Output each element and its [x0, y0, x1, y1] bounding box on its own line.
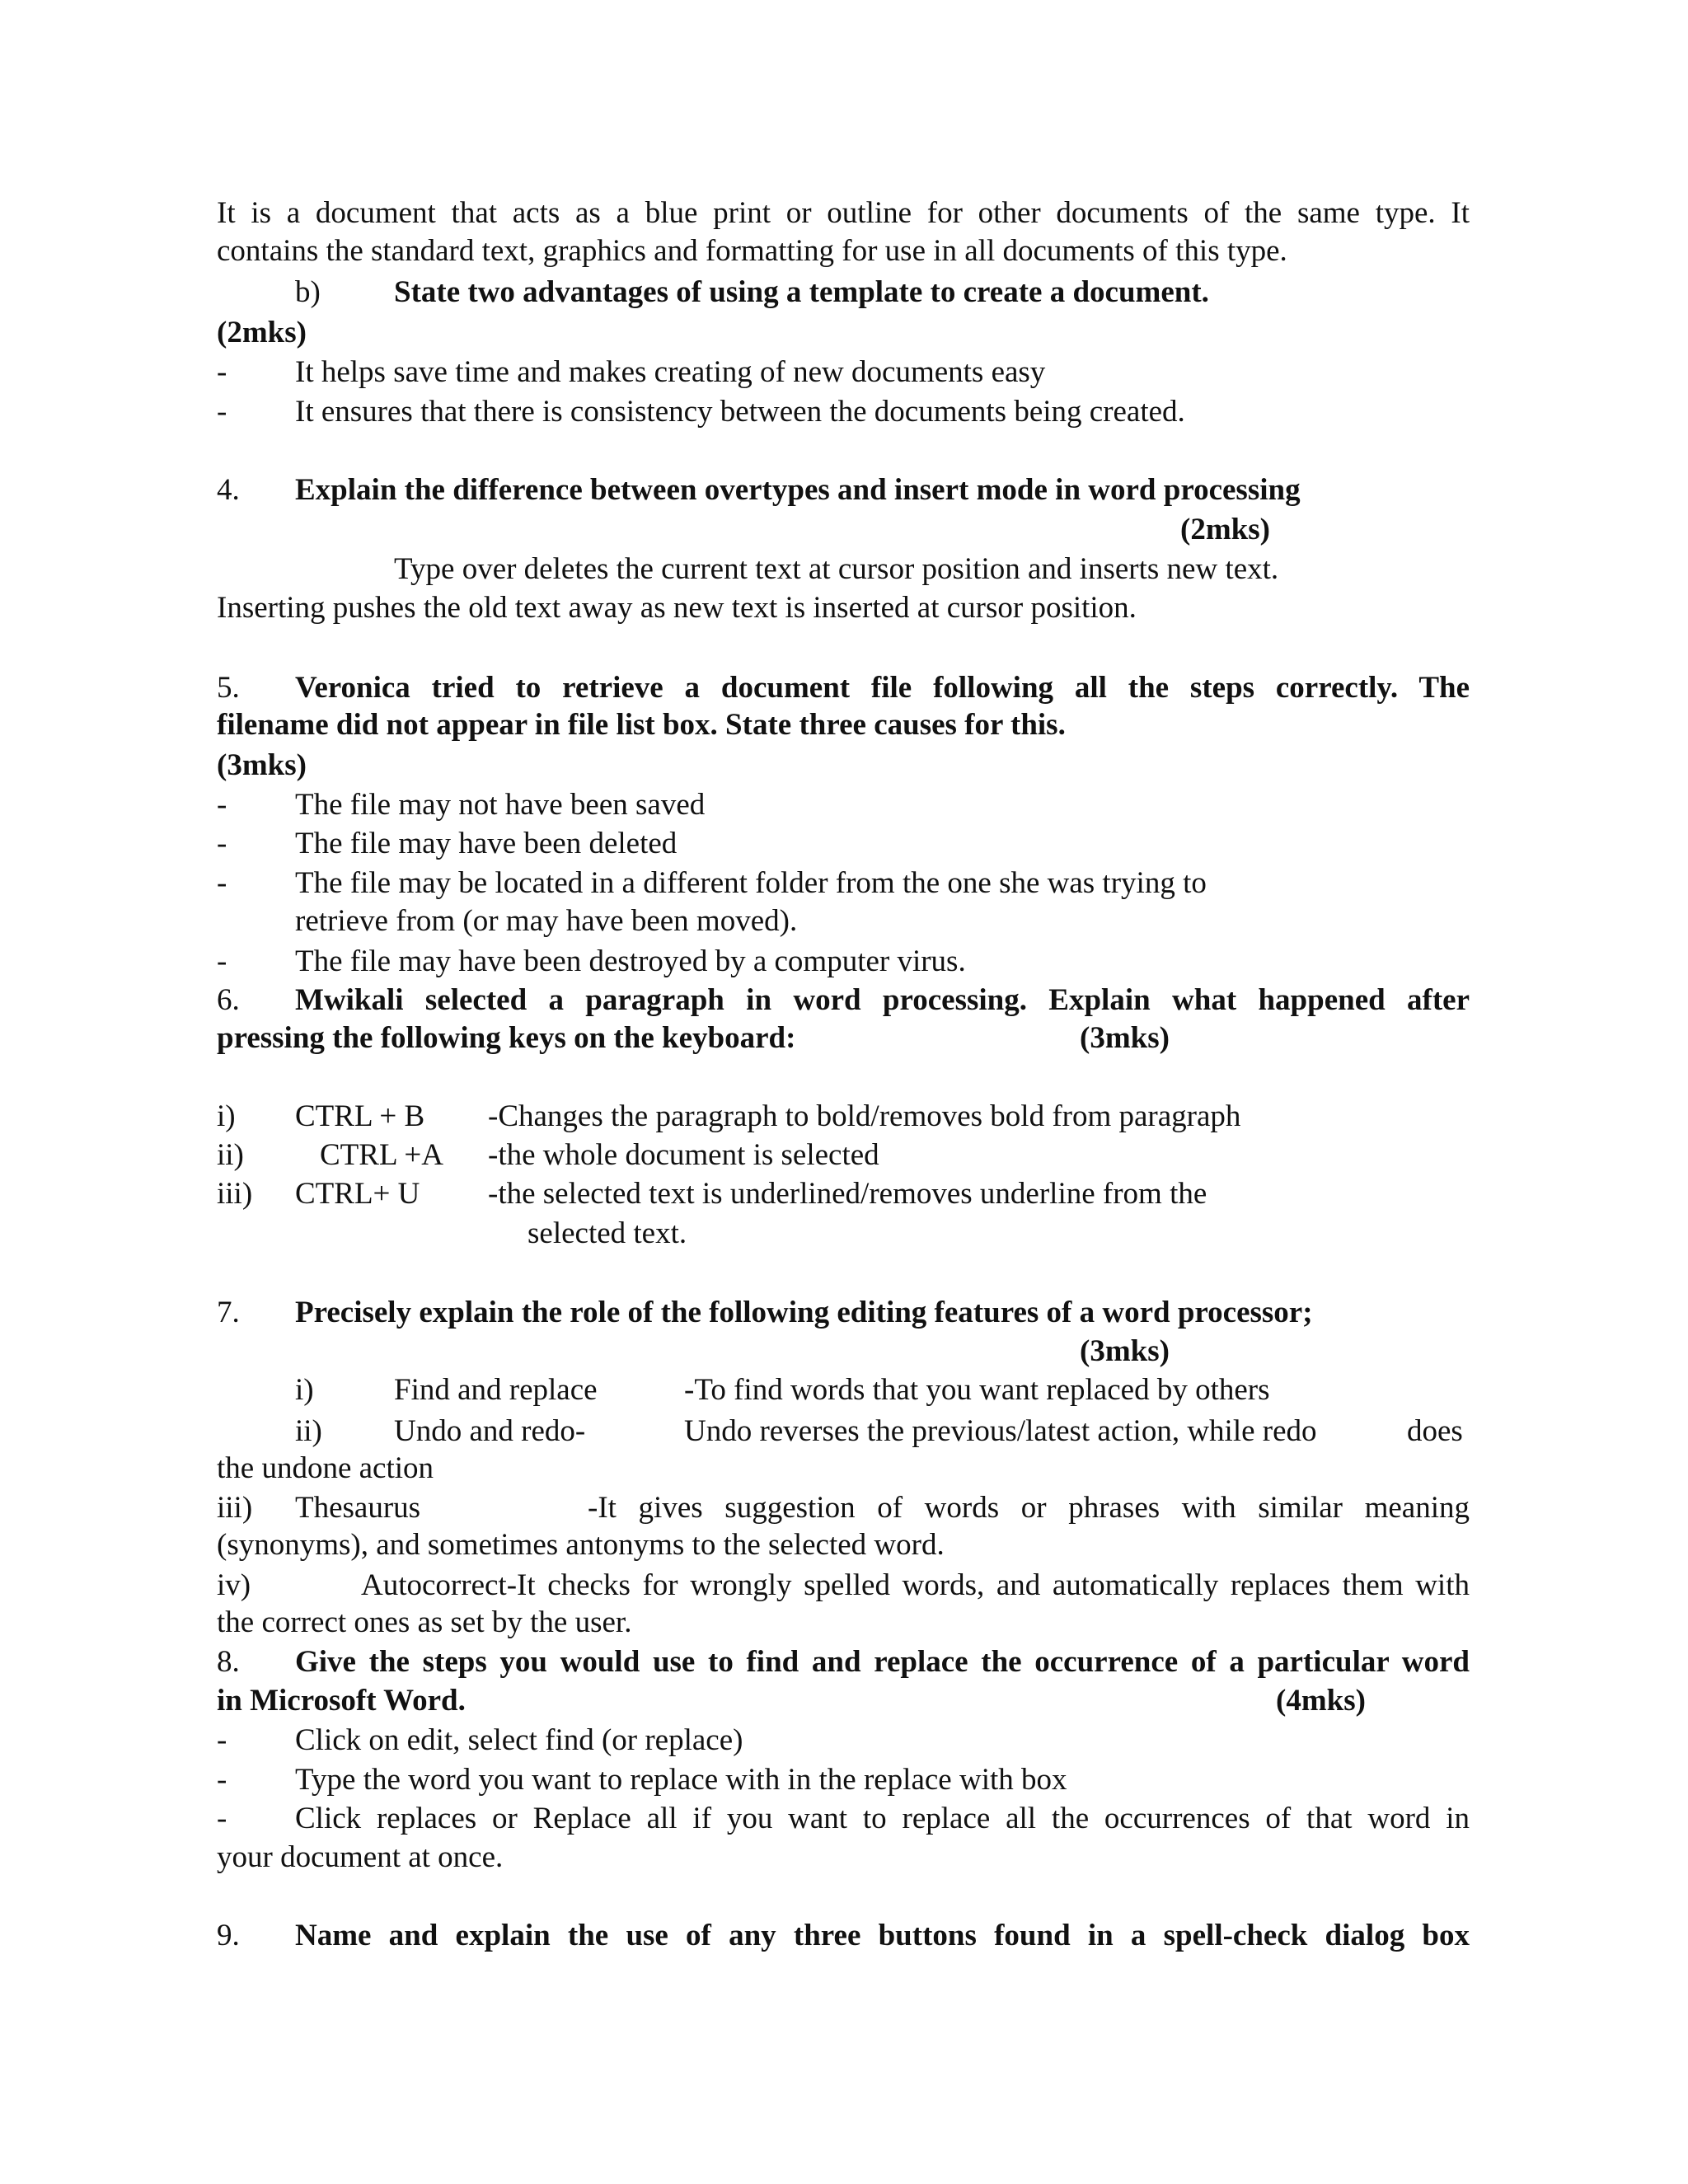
q6-item-2-label: ii): [217, 1138, 244, 1172]
q6-item-1-answer: -Changes the paragraph to bold/removes bold from paragraph: [488, 1099, 1241, 1133]
q4-answer-1: Type over deletes the current text at cursor position and inserts new text.: [394, 552, 1279, 586]
q8-answer-1: Click on edit, select find (or replace): [295, 1723, 743, 1757]
q7-ii-end: does: [1407, 1414, 1463, 1448]
q7-iv-label: iv): [217, 1568, 251, 1602]
q7-marks: (3mks): [1080, 1334, 1170, 1368]
q7-ii-cont: the undone action: [217, 1451, 434, 1485]
intro-line-2: contains the standard text, graphics and formatting for use in all documents of this type.: [217, 234, 1287, 268]
q6-item-2-answer: -the whole document is selected: [488, 1138, 879, 1172]
q7-ii-term: Undo and redo-: [394, 1414, 586, 1448]
q4-answer-2: Inserting pushes the old text away as new text is inserted at cursor position.: [217, 591, 1137, 625]
q5-dash-1: -: [217, 788, 227, 822]
q5-dash-3: -: [217, 866, 227, 900]
q6-item-3-cont: selected text.: [528, 1216, 687, 1250]
q5-question-line-2: filename did not appear in file list box. State three causes for this.: [217, 708, 1066, 742]
q6-item-3-label: iii): [217, 1177, 253, 1211]
q8-answer-2: Type the word you want to replace with in the replace with box: [295, 1763, 1067, 1797]
q9-number: 9.: [217, 1919, 240, 1952]
q3b-marks: (2mks): [217, 316, 307, 349]
q6-question-line-2: pressing the following keys on the keyboard:: [217, 1021, 796, 1055]
q6-number: 6.: [217, 983, 240, 1017]
q7-iii-term: Thesaurus: [295, 1491, 421, 1525]
q5-answer-3: The file may be located in a different folder from the one she was trying to: [295, 866, 1207, 900]
intro-line-1: It is a document that acts as a blue print or outline for other documents of the same type. It: [217, 196, 1470, 230]
q8-question-line-2: in Microsoft Word.: [217, 1684, 466, 1718]
q8-answer-3-cont: your document at once.: [217, 1840, 504, 1874]
q6-item-2-key: CTRL +A: [320, 1138, 444, 1172]
q7-iv-answer: Autocorrect-It checks for wrongly spelled words, and automatically replaces them with: [361, 1568, 1470, 1602]
q5-answer-4: The file may have been destroyed by a computer virus.: [295, 944, 966, 978]
q5-marks: (3mks): [217, 748, 307, 782]
q3b-question: State two advantages of using a template to create a document.: [394, 275, 1209, 309]
q8-dash-2: -: [217, 1763, 227, 1797]
q7-iii-cont: (synonyms), and sometimes antonyms to the selected word.: [217, 1528, 945, 1562]
q6-item-3-key: CTRL+ U: [295, 1177, 420, 1211]
q8-dash-1: -: [217, 1723, 227, 1757]
q4-question: Explain the difference between overtypes and insert mode in word processing: [295, 473, 1301, 507]
q3b-answer-2: It ensures that there is consistency between the documents being created.: [295, 395, 1185, 429]
q8-dash-3: -: [217, 1802, 227, 1835]
q9-question: Name and explain the use of any three buttons found in a spell-check dialog box: [295, 1919, 1470, 1952]
q6-item-3-answer: -the selected text is underlined/removes underline from the: [488, 1177, 1207, 1211]
q8-answer-3: Click replaces or Replace all if you want to replace all the occurrences of that word in: [295, 1802, 1470, 1835]
q6-marks: (3mks): [1080, 1021, 1170, 1055]
q7-iv-cont: the correct ones as set by the user.: [217, 1605, 632, 1639]
q7-i-answer: -To find words that you want replaced by others: [684, 1373, 1270, 1407]
q7-i-label: i): [295, 1373, 314, 1407]
q8-marks: (4mks): [1276, 1684, 1366, 1718]
q7-question: Precisely explain the role of the following editing features of a word processor;: [295, 1296, 1313, 1329]
q5-answer-3-cont: retrieve from (or may have been moved).: [295, 904, 798, 938]
q6-question-line-1: Mwikali selected a paragraph in word processing. Explain what happened after: [295, 983, 1470, 1017]
q3b-label: b): [295, 275, 321, 309]
q7-ii-answer: Undo reverses the previous/latest action, while redo: [684, 1414, 1317, 1448]
q6-item-1-key: CTRL + B: [295, 1099, 425, 1133]
q7-iii-label: iii): [217, 1491, 253, 1525]
q5-answer-2: The file may have been deleted: [295, 827, 678, 860]
q7-ii-label: ii): [295, 1414, 322, 1448]
q4-marks: (2mks): [1180, 513, 1270, 546]
q7-i-term: Find and replace: [394, 1373, 598, 1407]
q3b-dash-2: -: [217, 395, 227, 429]
q5-number: 5.: [217, 671, 240, 705]
q3b-answer-1: It helps save time and makes creating of new documents easy: [295, 355, 1046, 389]
q5-dash-2: -: [217, 827, 227, 860]
q4-number: 4.: [217, 473, 240, 507]
q8-question-line-1: Give the steps you would use to find and replace the occurrence of a particular word: [295, 1645, 1470, 1679]
q5-question-line-1: Veronica tried to retrieve a document file following all the steps correctly. The: [295, 671, 1470, 705]
q8-number: 8.: [217, 1645, 240, 1679]
q5-answer-1: The file may not have been saved: [295, 788, 706, 822]
q7-iii-answer: -It gives suggestion of words or phrases with similar meaning: [588, 1491, 1470, 1525]
q7-number: 7.: [217, 1296, 240, 1329]
q6-item-1-label: i): [217, 1099, 236, 1133]
q5-dash-4: -: [217, 944, 227, 978]
q3b-dash-1: -: [217, 355, 227, 389]
